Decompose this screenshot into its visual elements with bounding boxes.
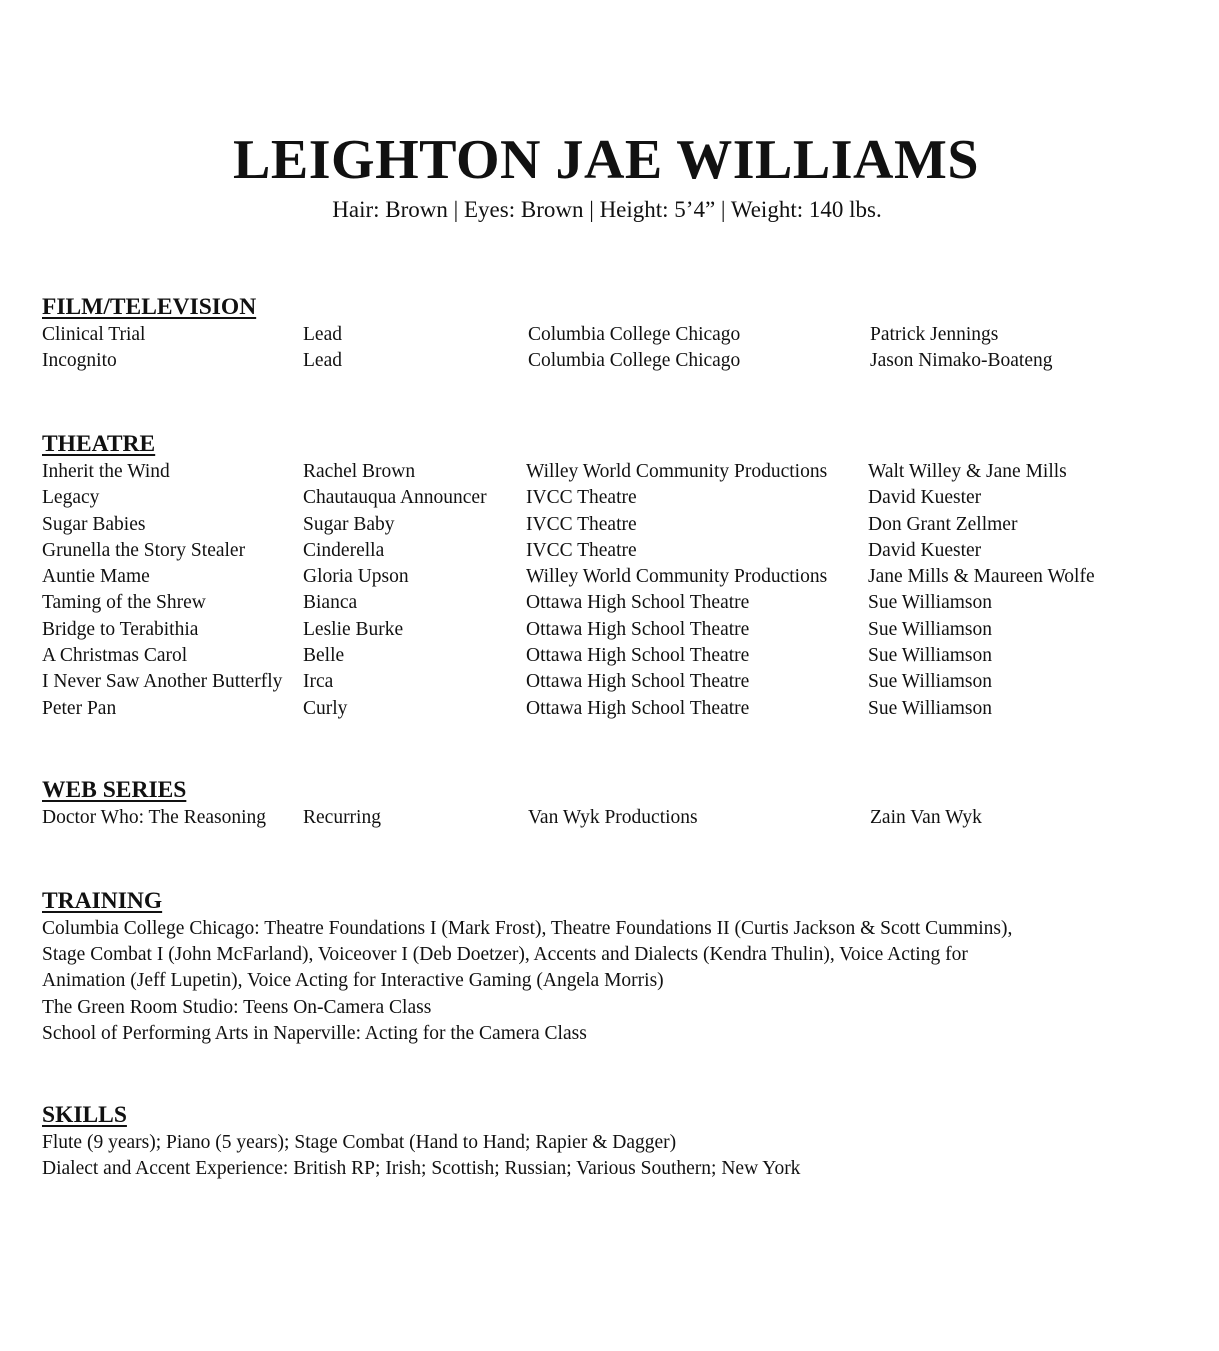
credit-row: [42, 459, 1182, 485]
theatre-credits: [42, 459, 1182, 722]
film-television-section: [42, 293, 1182, 375]
credit-project: I Never Saw Another Butterfly: [42, 671, 283, 693]
credit-director: Walt Willey & Jane Mills: [868, 461, 1067, 482]
film-television-credits: [42, 322, 1182, 375]
credit-company: Ottawa High School Theatre: [526, 697, 750, 719]
section-title-theatre: THEATRE: [42, 431, 156, 457]
skills-line: Dialect and Accent Experience: British RP; Irish; Scottish; Russian; Various Southern; New York: [42, 1158, 801, 1180]
credit-company: Ottawa High School Theatre: [526, 592, 750, 614]
credit-director: David Kuester: [868, 487, 982, 509]
credit-director: Jason Nimako-Boateng: [870, 350, 1053, 372]
credit-company: Van Wyk Productions: [528, 807, 698, 828]
credit-project: Grunella the Story Stealer: [42, 539, 246, 561]
credit-director: Sue Williamson: [868, 697, 992, 719]
section-title-film-television: FILM/TELEVISION: [42, 294, 257, 320]
credit-director: Patrick Jennings: [870, 324, 999, 345]
credit-role: Chautauqua Announcer: [303, 487, 487, 509]
credit-row: [42, 696, 1182, 722]
training-line: Animation (Jeff Lupetin), Voice Acting for Interactive Gaming (Angela Morris): [42, 970, 664, 992]
training-line: Stage Combat I (John McFarland), Voiceover I (Deb Doetzer), Accents and Dialects (Kendra Thulin), Voice Acting for: [42, 944, 968, 966]
credit-company: IVCC Theatre: [526, 487, 637, 509]
credit-role: Gloria Upson: [303, 566, 409, 588]
credit-project: Doctor Who: The Reasoning: [42, 807, 267, 828]
training-line: Columbia College Chicago: Theatre Foundations I (Mark Frost), Theatre Foundations II (Curtis Jackson & Scott Cummins),: [42, 918, 1013, 939]
credit-project: Inherit the Wind: [42, 461, 170, 482]
credit-project: Auntie Mame: [42, 566, 150, 588]
section-title-skills: SKILLS: [42, 1102, 127, 1128]
skills-section: [42, 1101, 1182, 1182]
theatre-section: [42, 430, 1182, 722]
credit-project: Incognito: [42, 350, 117, 372]
credit-director: Sue Williamson: [868, 618, 992, 640]
credit-row: [42, 590, 1182, 616]
credit-project: Sugar Babies: [42, 513, 146, 535]
credit-role: Leslie Burke: [303, 618, 404, 640]
training-section: [42, 887, 1182, 1047]
web-series-section: [42, 776, 1182, 831]
credit-director: Sue Williamson: [868, 645, 992, 667]
credit-role: Lead: [303, 324, 342, 345]
credit-director: Jane Mills & Maureen Wolfe: [868, 566, 1095, 588]
credit-project: Peter Pan: [42, 697, 117, 719]
credit-company: Columbia College Chicago: [528, 324, 741, 345]
training-text: [42, 916, 1182, 1047]
credit-row: [42, 564, 1182, 590]
credit-company: Willey World Community Productions: [526, 461, 828, 482]
credit-row: [42, 485, 1182, 511]
credit-row: [42, 805, 1182, 831]
credit-director: Zain Van Wyk: [870, 807, 982, 828]
web-series-credits: [42, 805, 1182, 831]
credit-company: Willey World Community Productions: [526, 566, 828, 588]
credit-project: Bridge to Terabithia: [42, 618, 199, 640]
credit-company: Ottawa High School Theatre: [526, 645, 750, 667]
credit-project: Legacy: [42, 487, 100, 509]
credit-role: Lead: [303, 350, 342, 372]
credit-row: [42, 538, 1182, 564]
credit-project: Taming of the Shrew: [42, 592, 206, 614]
credit-row: [42, 322, 1182, 348]
training-line: School of Performing Arts in Naperville: Acting for the Camera Class: [42, 1022, 587, 1044]
credit-role: Curly: [303, 697, 348, 719]
skills-line: Flute (9 years); Piano (5 years); Stage Combat (Hand to Hand; Rapier & Dagger): [42, 1132, 677, 1153]
credit-company: Ottawa High School Theatre: [526, 671, 750, 693]
credit-company: IVCC Theatre: [526, 513, 637, 535]
credit-director: Don Grant Zellmer: [868, 513, 1018, 535]
actor-name: LEIGHTON JAE WILLIAMS: [233, 129, 979, 191]
physical-stats: Hair: Brown | Eyes: Brown | Height: 5’4” | Weight: 140 lbs.: [332, 197, 882, 222]
credit-company: IVCC Theatre: [526, 539, 637, 561]
section-title-training: TRAINING: [42, 888, 163, 914]
credit-role: Sugar Baby: [303, 513, 395, 535]
credit-project: Clinical Trial: [42, 324, 146, 345]
credit-row: [42, 617, 1182, 643]
credit-director: Sue Williamson: [868, 592, 992, 614]
credit-row: [42, 643, 1182, 669]
credit-company: Columbia College Chicago: [528, 350, 741, 372]
credit-role: Bianca: [303, 592, 358, 614]
credit-role: Cinderella: [303, 539, 385, 561]
skills-text: [42, 1130, 1182, 1182]
credit-role: Rachel Brown: [303, 461, 416, 482]
credit-row: [42, 348, 1182, 374]
credit-role: Irca: [303, 671, 334, 693]
credit-role: Belle: [303, 645, 345, 667]
section-title-web-series: WEB SERIES: [42, 777, 187, 803]
credit-role: Recurring: [303, 807, 381, 828]
training-line: The Green Room Studio: Teens On-Camera Class: [42, 996, 432, 1018]
credit-row: [42, 512, 1182, 538]
credit-director: Sue Williamson: [868, 671, 992, 693]
credit-project: A Christmas Carol: [42, 645, 188, 667]
credit-director: David Kuester: [868, 539, 982, 561]
credit-company: Ottawa High School Theatre: [526, 618, 750, 640]
credit-row: [42, 669, 1182, 695]
